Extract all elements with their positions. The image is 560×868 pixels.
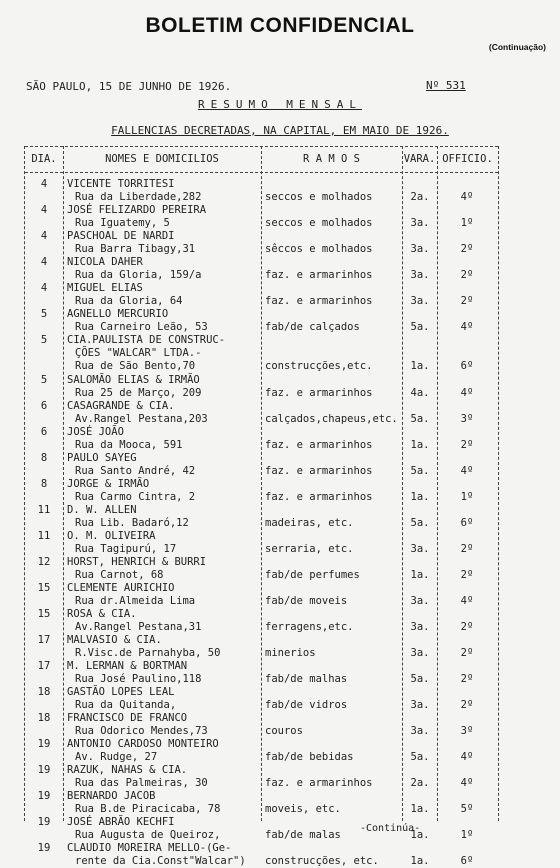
column-header-nomes: NOMES E DOMICILIOS xyxy=(105,153,219,165)
row-name: JOSÉ ABRÃO KECHFI xyxy=(67,816,175,828)
table-row xyxy=(25,686,498,712)
row-ramo: faz. e armarinhos xyxy=(265,295,373,307)
table-row xyxy=(25,204,498,230)
row-address: Rua Iguatemy, 5 xyxy=(75,217,170,229)
row-day: 12 xyxy=(37,556,51,568)
row-vara: 5a. xyxy=(410,321,430,333)
row-address: Rua da Gloria, 64 xyxy=(75,295,183,307)
table-row xyxy=(25,660,498,686)
row-address: rente da Cia.Const"Walcar") xyxy=(75,855,246,867)
row-address: Rua Santo André, 42 xyxy=(75,465,196,477)
row-officio: 2º xyxy=(460,295,474,307)
row-ramo: ferragens,etc. xyxy=(265,621,354,633)
row-day: 19 xyxy=(37,738,51,750)
row-ramo: faz. e armarinhos xyxy=(265,387,373,399)
row-name: JOSÉ FELIZARDO PEREIRA xyxy=(67,204,207,216)
row-vara: 5a. xyxy=(410,517,430,529)
row-ramo: faz. e armarinhos xyxy=(265,439,373,451)
row-address: Rua das Palmeiras, 30 xyxy=(75,777,208,789)
row-officio: 2º xyxy=(460,621,474,633)
table-row xyxy=(25,230,498,256)
row-vara: 3a. xyxy=(410,295,430,307)
row-officio: 2º xyxy=(460,269,474,281)
table-row xyxy=(25,308,498,334)
table-row xyxy=(25,712,498,738)
row-day: 19 xyxy=(37,764,51,776)
row-officio: 1º xyxy=(460,217,474,229)
row-address: Rua dr.Almeida Lima xyxy=(75,595,196,607)
row-ramo: faz. e armarinhos xyxy=(265,269,373,281)
row-day: 17 xyxy=(37,660,51,672)
row-officio: 2º xyxy=(460,243,474,255)
row-address: Rua da Mooca, 591 xyxy=(75,439,183,451)
row-day: 11 xyxy=(37,530,51,542)
row-officio: 3º xyxy=(460,725,474,737)
row-name: VICENTE TORRITESI xyxy=(67,178,175,190)
row-officio: 6º xyxy=(460,360,474,372)
row-day: 8 xyxy=(40,478,48,490)
row-vara: 2a. xyxy=(410,191,430,203)
row-address: Av.Rangel Pestana,31 xyxy=(75,621,202,633)
table-row xyxy=(25,582,498,608)
row-address: R.Visc.de Parnahyba, 50 xyxy=(75,647,221,659)
row-vara: 1a. xyxy=(410,569,430,581)
row-vara: 3a. xyxy=(410,621,430,633)
row-vara: 5a. xyxy=(410,751,430,763)
row-vara: 1a. xyxy=(410,855,430,867)
row-ramo: fab/de moveis xyxy=(265,595,348,607)
row-address: Rua da Liberdade,282 xyxy=(75,191,202,203)
row-vara: 3a. xyxy=(410,595,430,607)
row-name: AGNELLO MERCURIO xyxy=(67,308,169,320)
row-ramo: seccos e molhados xyxy=(265,217,373,229)
row-name: ROSA & CIA. xyxy=(67,608,137,620)
row-ramo: moveis, etc. xyxy=(265,803,341,815)
row-ramo: madeiras, etc. xyxy=(265,517,354,529)
row-vara: 3a. xyxy=(410,217,430,229)
row-vara: 3a. xyxy=(410,543,430,555)
row-ramo: faz. e armarinhos xyxy=(265,491,373,503)
table-row xyxy=(25,530,498,556)
row-address: Rua Carmo Cintra, 2 xyxy=(75,491,196,503)
row-day: 5 xyxy=(40,308,48,320)
row-vara: 3a. xyxy=(410,699,430,711)
row-name: JOSÉ JOÃO xyxy=(67,426,124,438)
row-day: 18 xyxy=(37,686,51,698)
row-officio: 1º xyxy=(460,491,474,503)
row-vara: 4a. xyxy=(410,387,430,399)
row-name: FRANCISCO DE FRANCO xyxy=(67,712,188,724)
column-header-vara: VARA. xyxy=(403,153,436,165)
row-ramo: fab/de malhas xyxy=(265,673,348,685)
table-row xyxy=(25,634,498,660)
row-address: Rua da Gloria, 159/a xyxy=(75,269,202,281)
row-vara: 1a. xyxy=(410,360,430,372)
row-name: PASCHOAL DE NARDI xyxy=(67,230,175,242)
row-name: SALOMÃO ELIAS & IRMÃO xyxy=(67,374,200,386)
row-officio: 3º xyxy=(460,413,474,425)
table-row xyxy=(25,738,498,764)
row-address: Rua 25 de Março, 209 xyxy=(75,387,202,399)
row-day: 8 xyxy=(40,452,48,464)
row-ramo: fab/de calçados xyxy=(265,321,360,333)
table-row xyxy=(25,426,498,452)
table-row xyxy=(25,334,498,373)
row-vara: 2a. xyxy=(410,777,430,789)
table-row xyxy=(25,400,498,426)
row-name: RAZUK, NAHAS & CIA. xyxy=(67,764,188,776)
row-address: Av.Rangel Pestana,203 xyxy=(75,413,208,425)
row-day: 6 xyxy=(40,426,48,438)
row-vara: 5a. xyxy=(410,465,430,477)
row-ramo: construcções,etc. xyxy=(265,360,373,372)
section-heading: RESUMO MENSAL xyxy=(197,98,363,111)
table-row xyxy=(25,816,498,842)
row-officio: 2º xyxy=(460,647,474,659)
row-name: M. LERMAN & BORTMAN xyxy=(67,660,188,672)
table-row xyxy=(25,790,498,816)
row-vara: 5a. xyxy=(410,673,430,685)
row-officio: 4º xyxy=(460,387,474,399)
row-address: Rua Carneiro Leão, 53 xyxy=(75,321,208,333)
row-officio: 2º xyxy=(460,673,474,685)
row-address: Rua Lib. Badaró,12 xyxy=(75,517,189,529)
row-name: BERNARDO JACOB xyxy=(67,790,156,802)
row-ramo: fab/de perfumes xyxy=(265,569,360,581)
table-row xyxy=(25,764,498,790)
column-header-ramos: R A M O S xyxy=(303,153,360,165)
row-name: CLAUDIO MOREIRA MELLO-(Ge- xyxy=(67,842,232,854)
row-officio: 2º xyxy=(460,569,474,581)
row-day: 4 xyxy=(40,230,48,242)
row-officio: 6º xyxy=(460,517,474,529)
row-day: 18 xyxy=(37,712,51,724)
row-name: CIA.PAULISTA DE CONSTRUC- xyxy=(67,334,226,346)
row-ramo: sêccos e molhados xyxy=(265,243,373,255)
row-address: Rua Tagipurú, 17 xyxy=(75,543,177,555)
row-officio: 4º xyxy=(460,465,474,477)
row-name: PAULO SAYEG xyxy=(67,452,137,464)
row-day: 15 xyxy=(37,582,51,594)
row-name-continued: ÇÕES "WALCAR" LTDA.- xyxy=(75,347,202,359)
row-day: 6 xyxy=(40,400,48,412)
table-row xyxy=(25,282,498,308)
row-ramo: fab/de malas xyxy=(265,829,341,841)
row-address: Rua da Quitanda, xyxy=(75,699,177,711)
row-ramo: minerios xyxy=(265,647,316,659)
document-title: BOLETIM CONFIDENCIAL xyxy=(145,14,415,37)
row-officio: 5º xyxy=(460,803,474,815)
row-day: 4 xyxy=(40,204,48,216)
row-officio: 1º xyxy=(460,829,474,841)
row-vara: 1a. xyxy=(410,439,430,451)
row-officio: 2º xyxy=(460,543,474,555)
row-ramo: faz. e armarinhos xyxy=(265,465,373,477)
row-name: HORST, HENRICH & BURRI xyxy=(67,556,207,568)
table-subtitle: FALLENCIAS DECRETADAS, NA CAPITAL, EM MAIO DE 1926. xyxy=(111,124,449,137)
table-row xyxy=(25,256,498,282)
row-address: Rua Augusta de Queiroz, xyxy=(75,829,221,841)
table-row xyxy=(25,504,498,530)
column-header-dia: DIA. xyxy=(31,153,57,165)
row-ramo: serraria, etc. xyxy=(265,543,354,555)
row-day: 11 xyxy=(37,504,51,516)
row-day: 19 xyxy=(37,816,51,828)
row-address: Rua Carnot, 68 xyxy=(75,569,164,581)
row-ramo: seccos e molhados xyxy=(265,191,373,203)
dateline: SÃO PAULO, 15 DE JUNHO DE 1926. xyxy=(26,80,232,93)
column-header-officio: OFFICIO. xyxy=(442,153,493,165)
row-day: 19 xyxy=(37,790,51,802)
row-name: ANTONIO CARDOSO MONTEIRO xyxy=(67,738,219,750)
row-address: Av. Rudge, 27 xyxy=(75,751,158,763)
table-row xyxy=(25,452,498,478)
row-ramo: construcções, etc. xyxy=(265,855,379,867)
row-vara: 3a. xyxy=(410,243,430,255)
table-row xyxy=(25,556,498,582)
table-row xyxy=(25,178,498,204)
row-officio: 4º xyxy=(460,751,474,763)
row-officio: 4º xyxy=(460,777,474,789)
table-row xyxy=(25,842,498,868)
row-address: Rua Barra Tibagy,31 xyxy=(75,243,196,255)
row-ramo: calçados,chapeus,etc. xyxy=(265,413,398,425)
row-officio: 6º xyxy=(460,855,474,867)
row-day: 15 xyxy=(37,608,51,620)
row-officio: 4º xyxy=(460,321,474,333)
row-day: 19 xyxy=(37,842,51,854)
row-vara: 3a. xyxy=(410,725,430,737)
row-officio: 4º xyxy=(460,191,474,203)
table-row xyxy=(25,374,498,400)
row-name: MALVASIO & CIA. xyxy=(67,634,162,646)
row-day: 17 xyxy=(37,634,51,646)
table-row xyxy=(25,608,498,634)
row-name: MIGUEL ELIAS xyxy=(67,282,143,294)
row-day: 5 xyxy=(40,334,48,346)
row-day: 4 xyxy=(40,282,48,294)
row-ramo: couros xyxy=(265,725,303,737)
row-name: CASAGRANDE & CIA. xyxy=(67,400,175,412)
row-officio: 2º xyxy=(460,439,474,451)
continued-note: -Continúa- xyxy=(360,823,421,834)
row-vara: 1a. xyxy=(410,829,430,841)
row-name: GASTÃO LOPES LEAL xyxy=(67,686,175,698)
row-officio: 4º xyxy=(460,595,474,607)
bulletin-number: Nº 531 xyxy=(426,79,466,92)
row-address: Rua de São Bento,70 xyxy=(75,360,196,372)
row-ramo: fab/de bebidas xyxy=(265,751,354,763)
row-vara: 5a. xyxy=(410,413,430,425)
row-vara: 3a. xyxy=(410,647,430,659)
row-day: 5 xyxy=(40,374,48,386)
row-name: JORGE & IRMÃO xyxy=(67,478,150,490)
row-day: 4 xyxy=(40,178,48,190)
table-row xyxy=(25,478,498,504)
row-ramo: faz. e armarinhos xyxy=(265,777,373,789)
row-name: CLEMENTE AURICHIO xyxy=(67,582,175,594)
row-address: Rua B.de Piracicaba, 78 xyxy=(75,803,221,815)
row-ramo: fab/de vidros xyxy=(265,699,348,711)
row-address: Rua José Paulino,118 xyxy=(75,673,202,685)
row-day: 4 xyxy=(40,256,48,268)
row-vara: 3a. xyxy=(410,269,430,281)
row-name: D. W. ALLEN xyxy=(67,504,137,516)
row-name: O. M. OLIVEIRA xyxy=(67,530,156,542)
row-address: Rua Odorico Mendes,73 xyxy=(75,725,208,737)
row-vara: 1a. xyxy=(410,491,430,503)
row-name: NICOLA DAHER xyxy=(67,256,143,268)
row-officio: 2º xyxy=(460,699,474,711)
continuation-label: (Continuação) xyxy=(488,42,546,52)
row-vara: 1a. xyxy=(410,803,430,815)
